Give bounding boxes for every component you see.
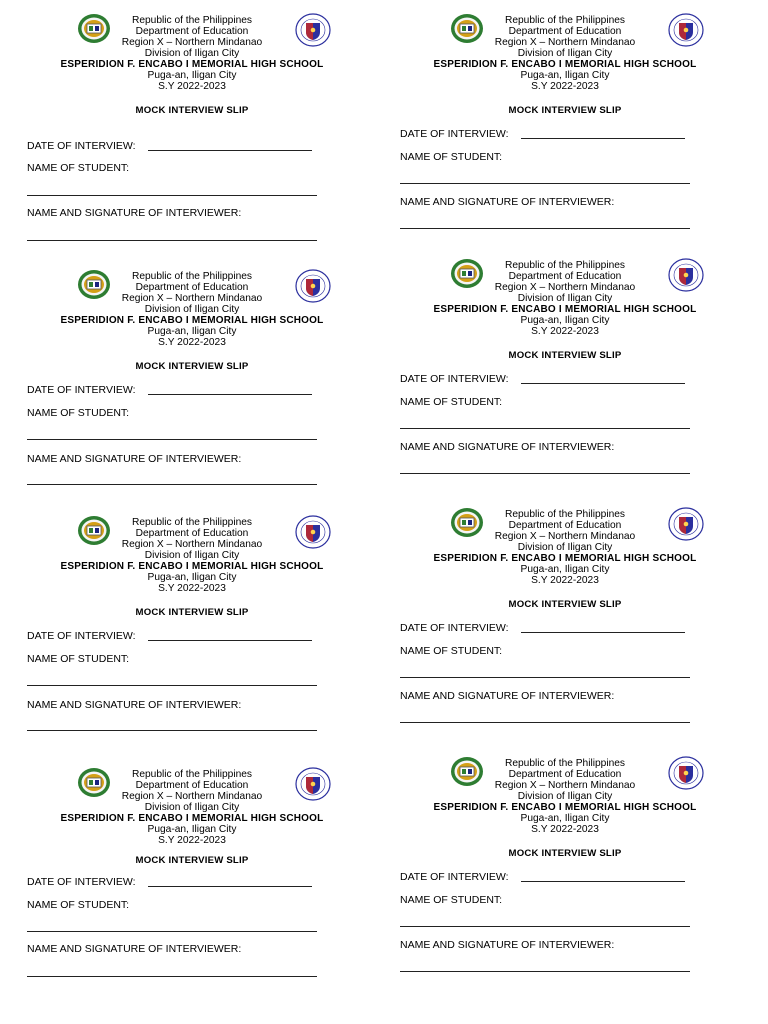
date-of-interview-label: DATE OF INTERVIEW: — [27, 630, 136, 642]
header-school-year: S.Y 2022-2023 — [531, 326, 599, 337]
header-division: Division of Iligan City — [144, 48, 240, 59]
header-department: Department of Education — [508, 271, 622, 282]
name-of-student-label: NAME OF STUDENT: — [27, 407, 130, 419]
name-of-student-label: NAME OF STUDENT: — [400, 151, 503, 163]
header-school: ESPERIDION F. ENCABO I MEMORIAL HIGH SCHOOL — [60, 59, 324, 70]
date-of-interview-label: DATE OF INTERVIEW: — [400, 128, 509, 140]
date-of-interview-label: DATE OF INTERVIEW: — [27, 140, 136, 152]
header-republic: Republic of the Philippines — [504, 15, 626, 26]
header-school: ESPERIDION F. ENCABO I MEMORIAL HIGH SCHOOL — [60, 813, 324, 824]
header-republic: Republic of the Philippines — [504, 758, 626, 769]
interviewer-label: NAME AND SIGNATURE OF INTERVIEWER: — [400, 441, 615, 453]
slip-header — [27, 12, 357, 112]
header-division: Division of Iligan City — [517, 791, 613, 802]
slip-title: MOCK INTERVIEW SLIP — [135, 607, 249, 618]
header-school-year: S.Y 2022-2023 — [158, 337, 226, 348]
header-school-year: S.Y 2022-2023 — [531, 81, 599, 92]
header-division: Division of Iligan City — [517, 542, 613, 553]
header-school-year: S.Y 2022-2023 — [158, 583, 226, 594]
header-address: Puga-an, Iligan City — [520, 70, 610, 81]
date-of-interview-line[interactable] — [521, 138, 685, 139]
name-of-student-line[interactable] — [400, 428, 690, 429]
header-school-year: S.Y 2022-2023 — [158, 835, 226, 846]
date-of-interview-label: DATE OF INTERVIEW: — [27, 876, 136, 888]
slip-header — [27, 766, 357, 866]
date-of-interview-line[interactable] — [148, 886, 312, 887]
slip-header — [400, 755, 730, 855]
date-of-interview-label: DATE OF INTERVIEW: — [400, 373, 509, 385]
interviewer-line[interactable] — [27, 240, 317, 241]
header-region: Region X – Northern Mindanao — [494, 531, 636, 542]
header-region: Region X – Northern Mindanao — [121, 37, 263, 48]
slip-title: MOCK INTERVIEW SLIP — [508, 350, 622, 361]
header-address: Puga-an, Iligan City — [147, 326, 237, 337]
header-address: Puga-an, Iligan City — [520, 564, 610, 575]
date-of-interview-label: DATE OF INTERVIEW: — [27, 384, 136, 396]
slip-header — [400, 12, 730, 112]
interview-slip — [27, 268, 357, 518]
interviewer-label: NAME AND SIGNATURE OF INTERVIEWER: — [27, 943, 242, 955]
interviewer-line[interactable] — [27, 976, 317, 977]
header-division: Division of Iligan City — [144, 304, 240, 315]
header-republic: Republic of the Philippines — [131, 517, 253, 528]
header-division: Division of Iligan City — [517, 293, 613, 304]
slip-title: MOCK INTERVIEW SLIP — [135, 361, 249, 372]
name-of-student-label: NAME OF STUDENT: — [27, 899, 130, 911]
interviewer-label: NAME AND SIGNATURE OF INTERVIEWER: — [27, 453, 242, 465]
slip-title: MOCK INTERVIEW SLIP — [135, 855, 249, 866]
header-school: ESPERIDION F. ENCABO I MEMORIAL HIGH SCHOOL — [433, 59, 697, 70]
name-of-student-line[interactable] — [400, 926, 690, 927]
interview-slip — [400, 12, 730, 262]
header-republic: Republic of the Philippines — [131, 769, 253, 780]
header-address: Puga-an, Iligan City — [520, 813, 610, 824]
name-of-student-line[interactable] — [400, 183, 690, 184]
interviewer-line[interactable] — [27, 730, 317, 731]
header-region: Region X – Northern Mindanao — [121, 791, 263, 802]
interview-slip — [400, 257, 730, 507]
interview-slip — [400, 506, 730, 756]
interviewer-label: NAME AND SIGNATURE OF INTERVIEWER: — [400, 196, 615, 208]
name-of-student-label: NAME OF STUDENT: — [27, 653, 130, 665]
header-school-year: S.Y 2022-2023 — [531, 824, 599, 835]
date-of-interview-line[interactable] — [148, 640, 312, 641]
header-address: Puga-an, Iligan City — [147, 824, 237, 835]
header-department: Department of Education — [135, 26, 249, 37]
interview-slip — [27, 514, 357, 764]
header-school-year: S.Y 2022-2023 — [158, 81, 226, 92]
name-of-student-line[interactable] — [27, 439, 317, 440]
header-republic: Republic of the Philippines — [131, 271, 253, 282]
header-region: Region X – Northern Mindanao — [494, 780, 636, 791]
interviewer-line[interactable] — [400, 971, 690, 972]
header-department: Department of Education — [508, 769, 622, 780]
interviewer-line[interactable] — [400, 228, 690, 229]
header-school: ESPERIDION F. ENCABO I MEMORIAL HIGH SCHOOL — [433, 802, 697, 813]
header-address: Puga-an, Iligan City — [147, 70, 237, 81]
header-division: Division of Iligan City — [144, 550, 240, 561]
name-of-student-label: NAME OF STUDENT: — [27, 162, 130, 174]
slip-header — [400, 257, 730, 357]
interview-slip — [400, 755, 730, 1005]
header-school: ESPERIDION F. ENCABO I MEMORIAL HIGH SCHOOL — [60, 315, 324, 326]
name-of-student-label: NAME OF STUDENT: — [400, 894, 503, 906]
header-school: ESPERIDION F. ENCABO I MEMORIAL HIGH SCHOOL — [433, 553, 697, 564]
name-of-student-line[interactable] — [27, 931, 317, 932]
header-department: Department of Education — [135, 528, 249, 539]
name-of-student-line[interactable] — [27, 195, 317, 196]
slip-header — [400, 506, 730, 606]
interviewer-line[interactable] — [400, 722, 690, 723]
date-of-interview-line[interactable] — [521, 881, 685, 882]
date-of-interview-label: DATE OF INTERVIEW: — [400, 622, 509, 634]
interview-slip — [27, 766, 357, 1016]
header-republic: Republic of the Philippines — [504, 260, 626, 271]
header-region: Region X – Northern Mindanao — [121, 539, 263, 550]
date-of-interview-label: DATE OF INTERVIEW: — [400, 871, 509, 883]
interview-slip — [27, 12, 357, 262]
header-division: Division of Iligan City — [517, 48, 613, 59]
header-department: Department of Education — [508, 26, 622, 37]
date-of-interview-line[interactable] — [521, 383, 685, 384]
name-of-student-label: NAME OF STUDENT: — [400, 396, 503, 408]
slip-title: MOCK INTERVIEW SLIP — [508, 848, 622, 859]
slip-header — [27, 514, 357, 614]
name-of-student-label: NAME OF STUDENT: — [400, 645, 503, 657]
interviewer-label: NAME AND SIGNATURE OF INTERVIEWER: — [27, 699, 242, 711]
header-republic: Republic of the Philippines — [504, 509, 626, 520]
header-department: Department of Education — [508, 520, 622, 531]
name-of-student-line[interactable] — [27, 685, 317, 686]
interviewer-label: NAME AND SIGNATURE OF INTERVIEWER: — [400, 939, 615, 951]
date-of-interview-line[interactable] — [521, 632, 685, 633]
date-of-interview-line[interactable] — [148, 394, 312, 395]
interviewer-line[interactable] — [400, 473, 690, 474]
name-of-student-line[interactable] — [400, 677, 690, 678]
header-school-year: S.Y 2022-2023 — [531, 575, 599, 586]
header-address: Puga-an, Iligan City — [520, 315, 610, 326]
slip-title: MOCK INTERVIEW SLIP — [508, 105, 622, 116]
header-school: ESPERIDION F. ENCABO I MEMORIAL HIGH SCHOOL — [60, 561, 324, 572]
header-region: Region X – Northern Mindanao — [494, 37, 636, 48]
header-division: Division of Iligan City — [144, 802, 240, 813]
date-of-interview-line[interactable] — [148, 150, 312, 151]
slip-title: MOCK INTERVIEW SLIP — [135, 105, 249, 116]
header-department: Department of Education — [135, 282, 249, 293]
header-address: Puga-an, Iligan City — [147, 572, 237, 583]
header-region: Region X – Northern Mindanao — [121, 293, 263, 304]
header-region: Region X – Northern Mindanao — [494, 282, 636, 293]
slip-header — [27, 268, 357, 368]
header-department: Department of Education — [135, 780, 249, 791]
header-republic: Republic of the Philippines — [131, 15, 253, 26]
interviewer-label: NAME AND SIGNATURE OF INTERVIEWER: — [400, 690, 615, 702]
interviewer-line[interactable] — [27, 484, 317, 485]
slip-title: MOCK INTERVIEW SLIP — [508, 599, 622, 610]
interviewer-label: NAME AND SIGNATURE OF INTERVIEWER: — [27, 207, 242, 219]
header-school: ESPERIDION F. ENCABO I MEMORIAL HIGH SCHOOL — [433, 304, 697, 315]
